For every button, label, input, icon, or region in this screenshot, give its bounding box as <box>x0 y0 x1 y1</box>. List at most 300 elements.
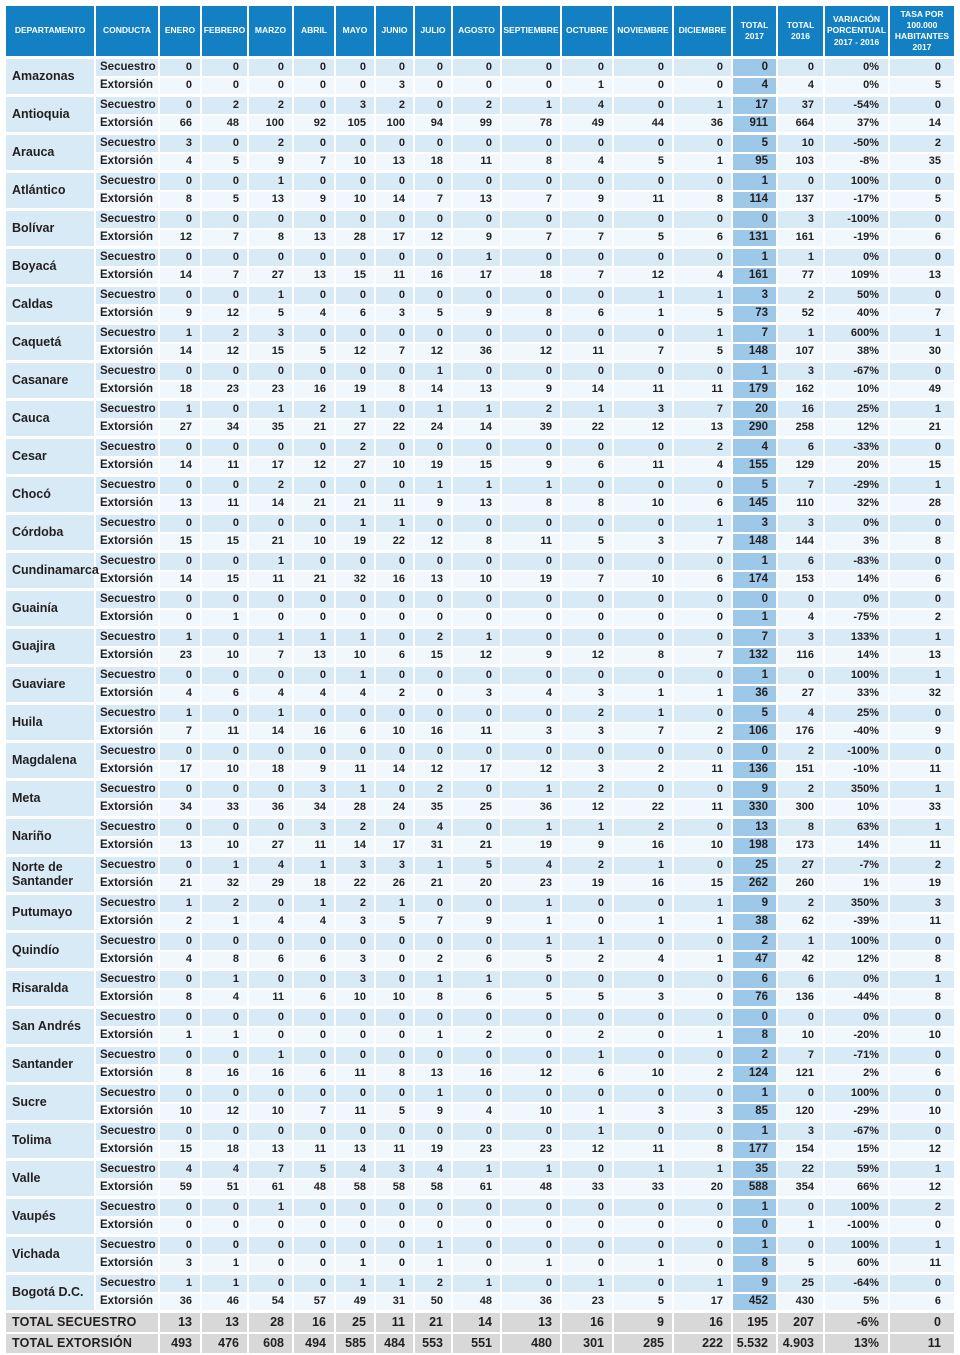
month-value-cell: 0 <box>335 248 375 267</box>
month-value-cell: 0 <box>375 628 414 647</box>
total-2017-cell: 177 <box>732 1141 777 1160</box>
month-value-cell: 14 <box>159 343 201 362</box>
month-value-cell: 0 <box>293 1046 335 1065</box>
month-value-cell: 2 <box>561 856 613 875</box>
month-value-cell: 0 <box>375 1236 414 1255</box>
total-2017-cell: 5.532 <box>732 1333 777 1354</box>
month-value-cell: 0 <box>673 628 732 647</box>
total-2016-cell: 3 <box>777 210 824 229</box>
month-value-cell: 0 <box>293 1217 335 1236</box>
table-row <box>5 1084 955 1103</box>
total-2017-cell: 174 <box>732 571 777 590</box>
conducta-cell: Secuestro <box>95 1008 159 1027</box>
conducta-cell: Secuestro <box>95 856 159 875</box>
total-2016-cell: 258 <box>777 419 824 438</box>
total-2017-cell: 9 <box>732 894 777 913</box>
variation-cell: 63% <box>824 818 889 837</box>
total-row <box>5 1312 955 1333</box>
conducta-cell: Extorsión <box>95 1293 159 1312</box>
month-value-cell: 0 <box>414 172 452 191</box>
month-value-cell: 0 <box>159 609 201 628</box>
month-value-cell: 0 <box>248 894 293 913</box>
variation-cell: -75% <box>824 609 889 628</box>
month-value-cell: 11 <box>452 153 501 172</box>
month-value-cell: 12 <box>414 533 452 552</box>
month-value-cell: 21 <box>293 495 335 514</box>
month-value-cell: 0 <box>414 134 452 153</box>
variation-cell: 100% <box>824 666 889 685</box>
month-value-cell: 7 <box>375 343 414 362</box>
month-value-cell: 0 <box>452 286 501 305</box>
month-value-cell: 0 <box>673 970 732 989</box>
total-2017-cell: 132 <box>732 647 777 666</box>
month-value-cell: 21 <box>248 533 293 552</box>
month-value-cell: 0 <box>293 1084 335 1103</box>
column-header: JULIO <box>414 5 452 58</box>
variation-cell: 100% <box>824 1198 889 1217</box>
month-value-cell: 10 <box>335 153 375 172</box>
month-value-cell: 1 <box>561 400 613 419</box>
conducta-cell: Secuestro <box>95 58 159 77</box>
table-row <box>5 1217 955 1236</box>
month-value-cell: 12 <box>414 229 452 248</box>
month-value-cell: 0 <box>452 77 501 96</box>
department-cell: Chocó <box>5 476 95 514</box>
rate-cell: 0 <box>889 438 955 457</box>
total-2017-cell: 8 <box>732 1255 777 1274</box>
month-value-cell: 22 <box>335 875 375 894</box>
month-value-cell: 1 <box>159 1274 201 1293</box>
month-value-cell: 0 <box>375 438 414 457</box>
total-2016-cell: 162 <box>777 381 824 400</box>
variation-cell: 0% <box>824 970 889 989</box>
total-2016-cell: 3 <box>777 362 824 381</box>
variation-cell: 5% <box>824 1293 889 1312</box>
rate-cell: 11 <box>889 1333 955 1354</box>
month-value-cell: 1 <box>673 894 732 913</box>
total-2017-cell: 4 <box>732 438 777 457</box>
rate-cell: 0 <box>889 932 955 951</box>
variation-cell: -6% <box>824 1312 889 1333</box>
month-value-cell: 0 <box>159 58 201 77</box>
table-row <box>5 1179 955 1198</box>
month-value-cell: 0 <box>293 172 335 191</box>
column-header: FEBRERO <box>201 5 248 58</box>
table-row <box>5 704 955 723</box>
conducta-cell: Extorsión <box>95 229 159 248</box>
month-value-cell: 0 <box>452 172 501 191</box>
month-value-cell: 0 <box>293 96 335 115</box>
conducta-cell: Secuestro <box>95 704 159 723</box>
conducta-cell: Extorsión <box>95 1217 159 1236</box>
month-value-cell: 14 <box>561 381 613 400</box>
table-row <box>5 552 955 571</box>
month-value-cell: 0 <box>673 248 732 267</box>
month-value-cell: 17 <box>375 837 414 856</box>
month-value-cell: 1 <box>673 286 732 305</box>
month-value-cell: 2 <box>452 96 501 115</box>
month-value-cell: 2 <box>613 761 673 780</box>
total-2017-cell: 145 <box>732 495 777 514</box>
month-value-cell: 23 <box>452 1141 501 1160</box>
month-value-cell: 12 <box>501 343 561 362</box>
month-value-cell: 13 <box>159 837 201 856</box>
month-value-cell: 1 <box>201 970 248 989</box>
month-value-cell: 4 <box>248 856 293 875</box>
month-value-cell: 0 <box>248 58 293 77</box>
month-value-cell: 0 <box>414 590 452 609</box>
month-value-cell: 2 <box>673 723 732 742</box>
month-value-cell: 17 <box>159 761 201 780</box>
month-value-cell: 2 <box>335 438 375 457</box>
month-value-cell: 6 <box>561 1065 613 1084</box>
month-value-cell: 1 <box>501 932 561 951</box>
month-value-cell: 1 <box>201 856 248 875</box>
month-value-cell: 10 <box>335 191 375 210</box>
month-value-cell: 13 <box>673 419 732 438</box>
month-value-cell: 10 <box>501 1103 561 1122</box>
month-value-cell: 585 <box>335 1333 375 1354</box>
month-value-cell: 36 <box>452 343 501 362</box>
month-value-cell: 10 <box>335 647 375 666</box>
month-value-cell: 0 <box>248 742 293 761</box>
month-value-cell: 0 <box>452 58 501 77</box>
month-value-cell: 14 <box>159 571 201 590</box>
month-value-cell: 1 <box>414 1084 452 1103</box>
month-value-cell: 0 <box>414 514 452 533</box>
month-value-cell: 1 <box>613 856 673 875</box>
column-header: ABRIL <box>293 5 335 58</box>
month-value-cell: 0 <box>375 590 414 609</box>
department-cell: Antioquia <box>5 96 95 134</box>
month-value-cell: 12 <box>501 761 561 780</box>
month-value-cell: 9 <box>613 1312 673 1333</box>
month-value-cell: 0 <box>375 704 414 723</box>
month-value-cell: 0 <box>501 552 561 571</box>
month-value-cell: 0 <box>613 438 673 457</box>
month-value-cell: 10 <box>613 495 673 514</box>
month-value-cell: 0 <box>561 590 613 609</box>
month-value-cell: 11 <box>561 343 613 362</box>
total-2016-cell: 5 <box>777 1255 824 1274</box>
total-2016-cell: 27 <box>777 685 824 704</box>
month-value-cell: 10 <box>201 647 248 666</box>
total-2016-cell: 103 <box>777 153 824 172</box>
month-value-cell: 4 <box>501 856 561 875</box>
conducta-cell: Secuestro <box>95 438 159 457</box>
month-value-cell: 13 <box>293 647 335 666</box>
month-value-cell: 0 <box>293 704 335 723</box>
total-2016-cell: 153 <box>777 571 824 590</box>
month-value-cell: 0 <box>452 666 501 685</box>
month-value-cell: 11 <box>613 457 673 476</box>
total-2017-cell: 0 <box>732 1217 777 1236</box>
month-value-cell: 0 <box>414 1046 452 1065</box>
month-value-cell: 1 <box>501 780 561 799</box>
variation-cell: -50% <box>824 134 889 153</box>
month-value-cell: 23 <box>248 381 293 400</box>
month-value-cell: 0 <box>613 1122 673 1141</box>
month-value-cell: 0 <box>159 932 201 951</box>
conducta-cell: Extorsión <box>95 989 159 1008</box>
month-value-cell: 0 <box>293 438 335 457</box>
month-value-cell: 1 <box>452 628 501 647</box>
table-row <box>5 514 955 533</box>
month-value-cell: 25 <box>335 1312 375 1333</box>
month-value-cell: 0 <box>375 1084 414 1103</box>
month-value-cell: 0 <box>561 476 613 495</box>
month-value-cell: 0 <box>673 818 732 837</box>
month-value-cell: 12 <box>159 229 201 248</box>
month-value-cell: 0 <box>414 1217 452 1236</box>
total-2017-cell: 290 <box>732 419 777 438</box>
conducta-cell: Secuestro <box>95 970 159 989</box>
month-value-cell: 0 <box>613 77 673 96</box>
month-value-cell: 0 <box>613 514 673 533</box>
month-value-cell: 0 <box>248 1027 293 1046</box>
variation-cell: 14% <box>824 647 889 666</box>
month-value-cell: 2 <box>335 894 375 913</box>
total-2016-cell: 300 <box>777 799 824 818</box>
month-value-cell: 4 <box>613 951 673 970</box>
month-value-cell: 0 <box>335 58 375 77</box>
total-2017-cell: 911 <box>732 115 777 134</box>
conducta-cell: Secuestro <box>95 1084 159 1103</box>
month-value-cell: 0 <box>414 286 452 305</box>
month-value-cell: 0 <box>501 248 561 267</box>
month-value-cell: 6 <box>335 305 375 324</box>
total-2017-cell: 155 <box>732 457 777 476</box>
variation-cell: -17% <box>824 191 889 210</box>
total-2016-cell: 7 <box>777 1046 824 1065</box>
month-value-cell: 0 <box>414 742 452 761</box>
month-value-cell: 13 <box>293 229 335 248</box>
month-value-cell: 46 <box>201 1293 248 1312</box>
month-value-cell: 0 <box>673 476 732 495</box>
month-value-cell: 11 <box>335 1103 375 1122</box>
table-row <box>5 324 955 343</box>
table-row <box>5 818 955 837</box>
total-2017-cell: 4 <box>732 77 777 96</box>
month-value-cell: 34 <box>201 419 248 438</box>
month-value-cell: 0 <box>201 704 248 723</box>
rate-cell: 2 <box>889 609 955 628</box>
month-value-cell: 0 <box>375 1255 414 1274</box>
month-value-cell: 13 <box>375 153 414 172</box>
month-value-cell: 9 <box>501 381 561 400</box>
rate-cell: 11 <box>889 913 955 932</box>
month-value-cell: 3 <box>613 400 673 419</box>
month-value-cell: 23 <box>561 1293 613 1312</box>
department-cell: Cundinamarca <box>5 552 95 590</box>
rate-cell: 15 <box>889 457 955 476</box>
rate-cell: 14 <box>889 115 955 134</box>
month-value-cell: 1 <box>293 856 335 875</box>
month-value-cell: 1 <box>673 514 732 533</box>
month-value-cell: 1 <box>452 248 501 267</box>
month-value-cell: 8 <box>248 229 293 248</box>
table-row <box>5 134 955 153</box>
month-value-cell: 8 <box>613 647 673 666</box>
table-row <box>5 723 955 742</box>
total-2016-cell: 430 <box>777 1293 824 1312</box>
month-value-cell: 7 <box>293 153 335 172</box>
total-2016-cell: 10 <box>777 1027 824 1046</box>
conducta-cell: Extorsión <box>95 419 159 438</box>
month-value-cell: 7 <box>561 571 613 590</box>
month-value-cell: 0 <box>159 780 201 799</box>
rate-cell: 0 <box>889 286 955 305</box>
month-value-cell: 9 <box>414 1103 452 1122</box>
month-value-cell: 17 <box>248 457 293 476</box>
month-value-cell: 15 <box>248 343 293 362</box>
variation-cell: -29% <box>824 476 889 495</box>
month-value-cell: 6 <box>673 571 732 590</box>
month-value-cell: 0 <box>201 552 248 571</box>
month-value-cell: 1 <box>335 780 375 799</box>
conducta-cell: Secuestro <box>95 476 159 495</box>
month-value-cell: 5 <box>613 1293 673 1312</box>
total-2016-cell: 4 <box>777 609 824 628</box>
column-header: VARIACIÓN PORCENTUAL 2017 - 2016 <box>824 5 889 58</box>
month-value-cell: 0 <box>375 932 414 951</box>
month-value-cell: 2 <box>561 780 613 799</box>
month-value-cell: 5 <box>452 856 501 875</box>
table-row <box>5 989 955 1008</box>
variation-cell: -7% <box>824 856 889 875</box>
month-value-cell: 4 <box>335 685 375 704</box>
month-value-cell: 10 <box>375 723 414 742</box>
month-value-cell: 28 <box>248 1312 293 1333</box>
variation-cell: 60% <box>824 1255 889 1274</box>
month-value-cell: 0 <box>159 1217 201 1236</box>
month-value-cell: 0 <box>561 628 613 647</box>
table-row <box>5 267 955 286</box>
rate-cell: 1 <box>889 628 955 647</box>
month-value-cell: 11 <box>673 761 732 780</box>
month-value-cell: 4 <box>673 457 732 476</box>
month-value-cell: 3 <box>375 77 414 96</box>
total-2016-cell: 4 <box>777 704 824 723</box>
month-value-cell: 0 <box>201 1122 248 1141</box>
month-value-cell: 3 <box>293 818 335 837</box>
total-2017-cell: 7 <box>732 324 777 343</box>
month-value-cell: 0 <box>561 1236 613 1255</box>
rate-cell: 0 <box>889 514 955 533</box>
month-value-cell: 1 <box>248 1198 293 1217</box>
month-value-cell: 0 <box>613 970 673 989</box>
month-value-cell: 12 <box>201 343 248 362</box>
month-value-cell: 0 <box>375 286 414 305</box>
month-value-cell: 0 <box>335 1027 375 1046</box>
month-value-cell: 0 <box>501 362 561 381</box>
month-value-cell: 0 <box>673 1198 732 1217</box>
month-value-cell: 2 <box>414 951 452 970</box>
conducta-cell: Secuestro <box>95 742 159 761</box>
month-value-cell: 11 <box>613 1141 673 1160</box>
table-row <box>5 970 955 989</box>
month-value-cell: 7 <box>613 343 673 362</box>
month-value-cell: 58 <box>375 1179 414 1198</box>
month-value-cell: 0 <box>613 1027 673 1046</box>
department-cell: Risaralda <box>5 970 95 1008</box>
month-value-cell: 0 <box>335 1217 375 1236</box>
month-value-cell: 31 <box>414 837 452 856</box>
month-value-cell: 0 <box>501 1198 561 1217</box>
total-2016-cell: 0 <box>777 1236 824 1255</box>
variation-cell: 32% <box>824 495 889 514</box>
rate-cell: 10 <box>889 1103 955 1122</box>
total-2016-cell: 207 <box>777 1312 824 1333</box>
month-value-cell: 1 <box>248 704 293 723</box>
department-cell: Caldas <box>5 286 95 324</box>
month-value-cell: 0 <box>561 1160 613 1179</box>
month-value-cell: 11 <box>201 723 248 742</box>
total-2016-cell: 8 <box>777 818 824 837</box>
month-value-cell: 15 <box>159 533 201 552</box>
month-value-cell: 4 <box>248 685 293 704</box>
month-value-cell: 27 <box>335 457 375 476</box>
total-2017-cell: 17 <box>732 96 777 115</box>
total-2017-cell: 1 <box>732 1236 777 1255</box>
month-value-cell: 2 <box>414 1274 452 1293</box>
month-value-cell: 10 <box>673 837 732 856</box>
month-value-cell: 0 <box>561 742 613 761</box>
month-value-cell: 0 <box>293 514 335 533</box>
month-value-cell: 23 <box>201 381 248 400</box>
month-value-cell: 7 <box>159 723 201 742</box>
month-value-cell: 0 <box>201 1217 248 1236</box>
total-2017-cell: 1 <box>732 362 777 381</box>
month-value-cell: 33 <box>613 1179 673 1198</box>
total-2017-cell: 106 <box>732 723 777 742</box>
month-value-cell: 0 <box>414 1122 452 1141</box>
month-value-cell: 4 <box>201 989 248 1008</box>
month-value-cell: 2 <box>248 476 293 495</box>
month-value-cell: 1 <box>613 704 673 723</box>
conducta-cell: Extorsión <box>95 837 159 856</box>
month-value-cell: 3 <box>335 856 375 875</box>
variation-cell: 350% <box>824 780 889 799</box>
month-value-cell: 11 <box>335 761 375 780</box>
month-value-cell: 5 <box>414 305 452 324</box>
month-value-cell: 16 <box>613 875 673 894</box>
month-value-cell: 11 <box>375 267 414 286</box>
month-value-cell: 9 <box>501 647 561 666</box>
month-value-cell: 0 <box>375 1046 414 1065</box>
month-value-cell: 3 <box>159 134 201 153</box>
month-value-cell: 18 <box>293 875 335 894</box>
rate-cell: 0 <box>889 742 955 761</box>
total-row-label: TOTAL EXTORSIÓN <box>5 1333 159 1354</box>
variation-cell: 12% <box>824 951 889 970</box>
rate-cell: 0 <box>889 172 955 191</box>
variation-cell: 0% <box>824 590 889 609</box>
month-value-cell: 13 <box>414 1065 452 1084</box>
month-value-cell: 14 <box>248 495 293 514</box>
month-value-cell: 12 <box>414 343 452 362</box>
month-value-cell: 19 <box>335 381 375 400</box>
total-2016-cell: 6 <box>777 552 824 571</box>
column-header: DICIEMBRE <box>673 5 732 58</box>
month-value-cell: 0 <box>159 856 201 875</box>
month-value-cell: 0 <box>501 970 561 989</box>
total-2016-cell: 1 <box>777 248 824 267</box>
month-value-cell: 12 <box>561 647 613 666</box>
month-value-cell: 1 <box>201 1027 248 1046</box>
month-value-cell: 8 <box>501 153 561 172</box>
month-value-cell: 0 <box>501 628 561 647</box>
